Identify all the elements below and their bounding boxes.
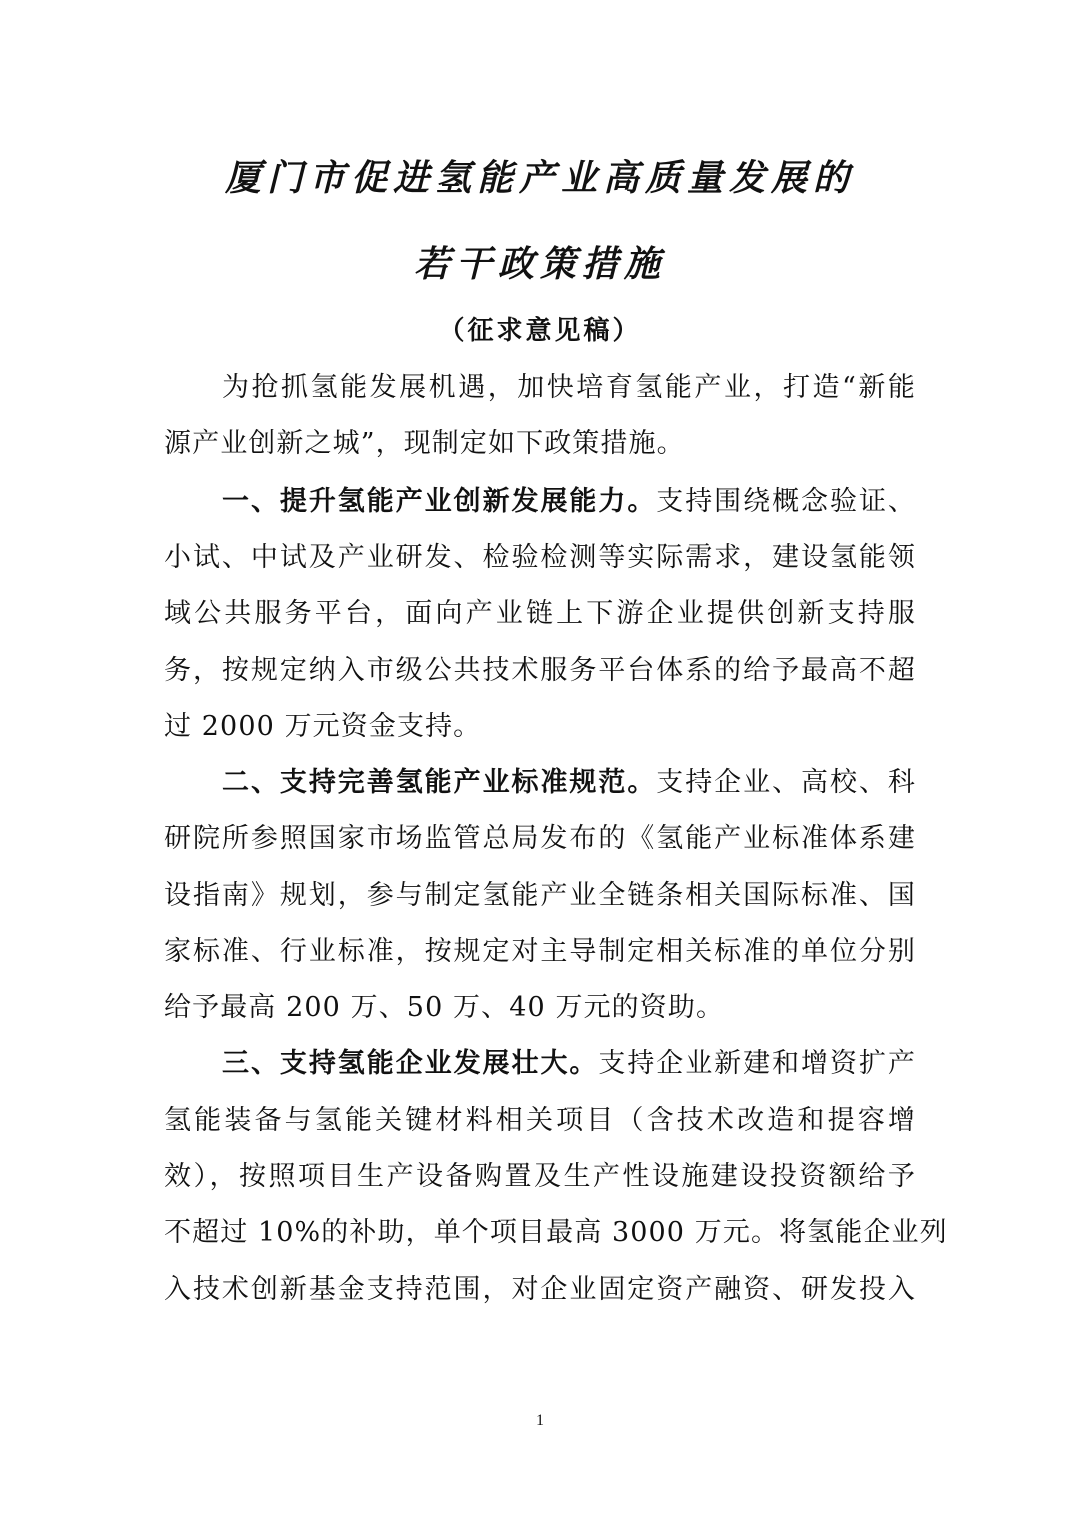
section-2-line-4: 家标准、行业标准，按规定对主导制定相关标准的单位分别 bbox=[164, 936, 916, 967]
section-1-line-3: 域公共服务平台，面向产业链上下游企业提供创新支持服 bbox=[164, 598, 916, 629]
section-3-line-2: 氢能装备与氢能关键材料相关项目（含技术改造和提容增 bbox=[164, 1105, 916, 1136]
section-1-first-line bbox=[164, 482, 916, 522]
section-3-line-3: 效），按照项目生产设备购置及生产性设施建设投资额给予 bbox=[164, 1161, 916, 1192]
section-2-line-3: 设指南》规划，参与制定氢能产业全链条相关国际标准、国 bbox=[164, 880, 916, 911]
section-2-heading: 二、支持完善氢能产业标准规范。 bbox=[222, 767, 657, 798]
intro-line-2: 源产业创新之城”，现制定如下政策措施。 bbox=[164, 428, 685, 459]
document-title-line-2: 若干政策措施 bbox=[413, 243, 666, 285]
section-1-first-line-text: 支持围绕概念验证、 bbox=[656, 486, 916, 517]
section-3-first-line bbox=[164, 1044, 916, 1084]
intro-line-1: 为抢抓氢能发展机遇，加快培育氢能产业，打造“新能 bbox=[222, 372, 916, 403]
section-3-line-5: 入技术创新基金支持范围，对企业固定资产融资、研发投入 bbox=[164, 1274, 916, 1305]
page-number: 1 bbox=[536, 1412, 544, 1429]
section-2-line-2: 研院所参照国家市场监管总局发布的《氢能产业标准体系建 bbox=[164, 823, 916, 854]
document-subtitle: （征求意见稿） bbox=[438, 316, 642, 346]
section-1-line-5: 过 2000 万元资金支持。 bbox=[164, 711, 482, 742]
section-2-line-5: 给予最高 200 万、50 万、40 万元的资助。 bbox=[164, 992, 725, 1023]
section-2-first-line-text: 支持企业、高校、科 bbox=[656, 767, 916, 798]
section-2-first-line bbox=[164, 763, 916, 803]
section-3-line-4: 不超过 10%的补助，单个项目最高 3000 万元。将氢能企业列 bbox=[164, 1217, 948, 1248]
section-1-heading: 一、提升氢能产业创新发展能力。 bbox=[222, 486, 657, 517]
section-1-line-4: 务，按规定纳入市级公共技术服务平台体系的给予最高不超 bbox=[164, 655, 916, 686]
section-1-line-2: 小试、中试及产业研发、检验检测等实际需求，建设氢能领 bbox=[164, 542, 916, 573]
document-title-line-1: 厦门市促进氢能产业高质量发展的 bbox=[224, 157, 855, 199]
section-3-heading: 三、支持氢能企业发展壮大。 bbox=[222, 1048, 599, 1079]
section-3-first-line-text: 支持企业新建和增资扩产 bbox=[598, 1048, 916, 1079]
